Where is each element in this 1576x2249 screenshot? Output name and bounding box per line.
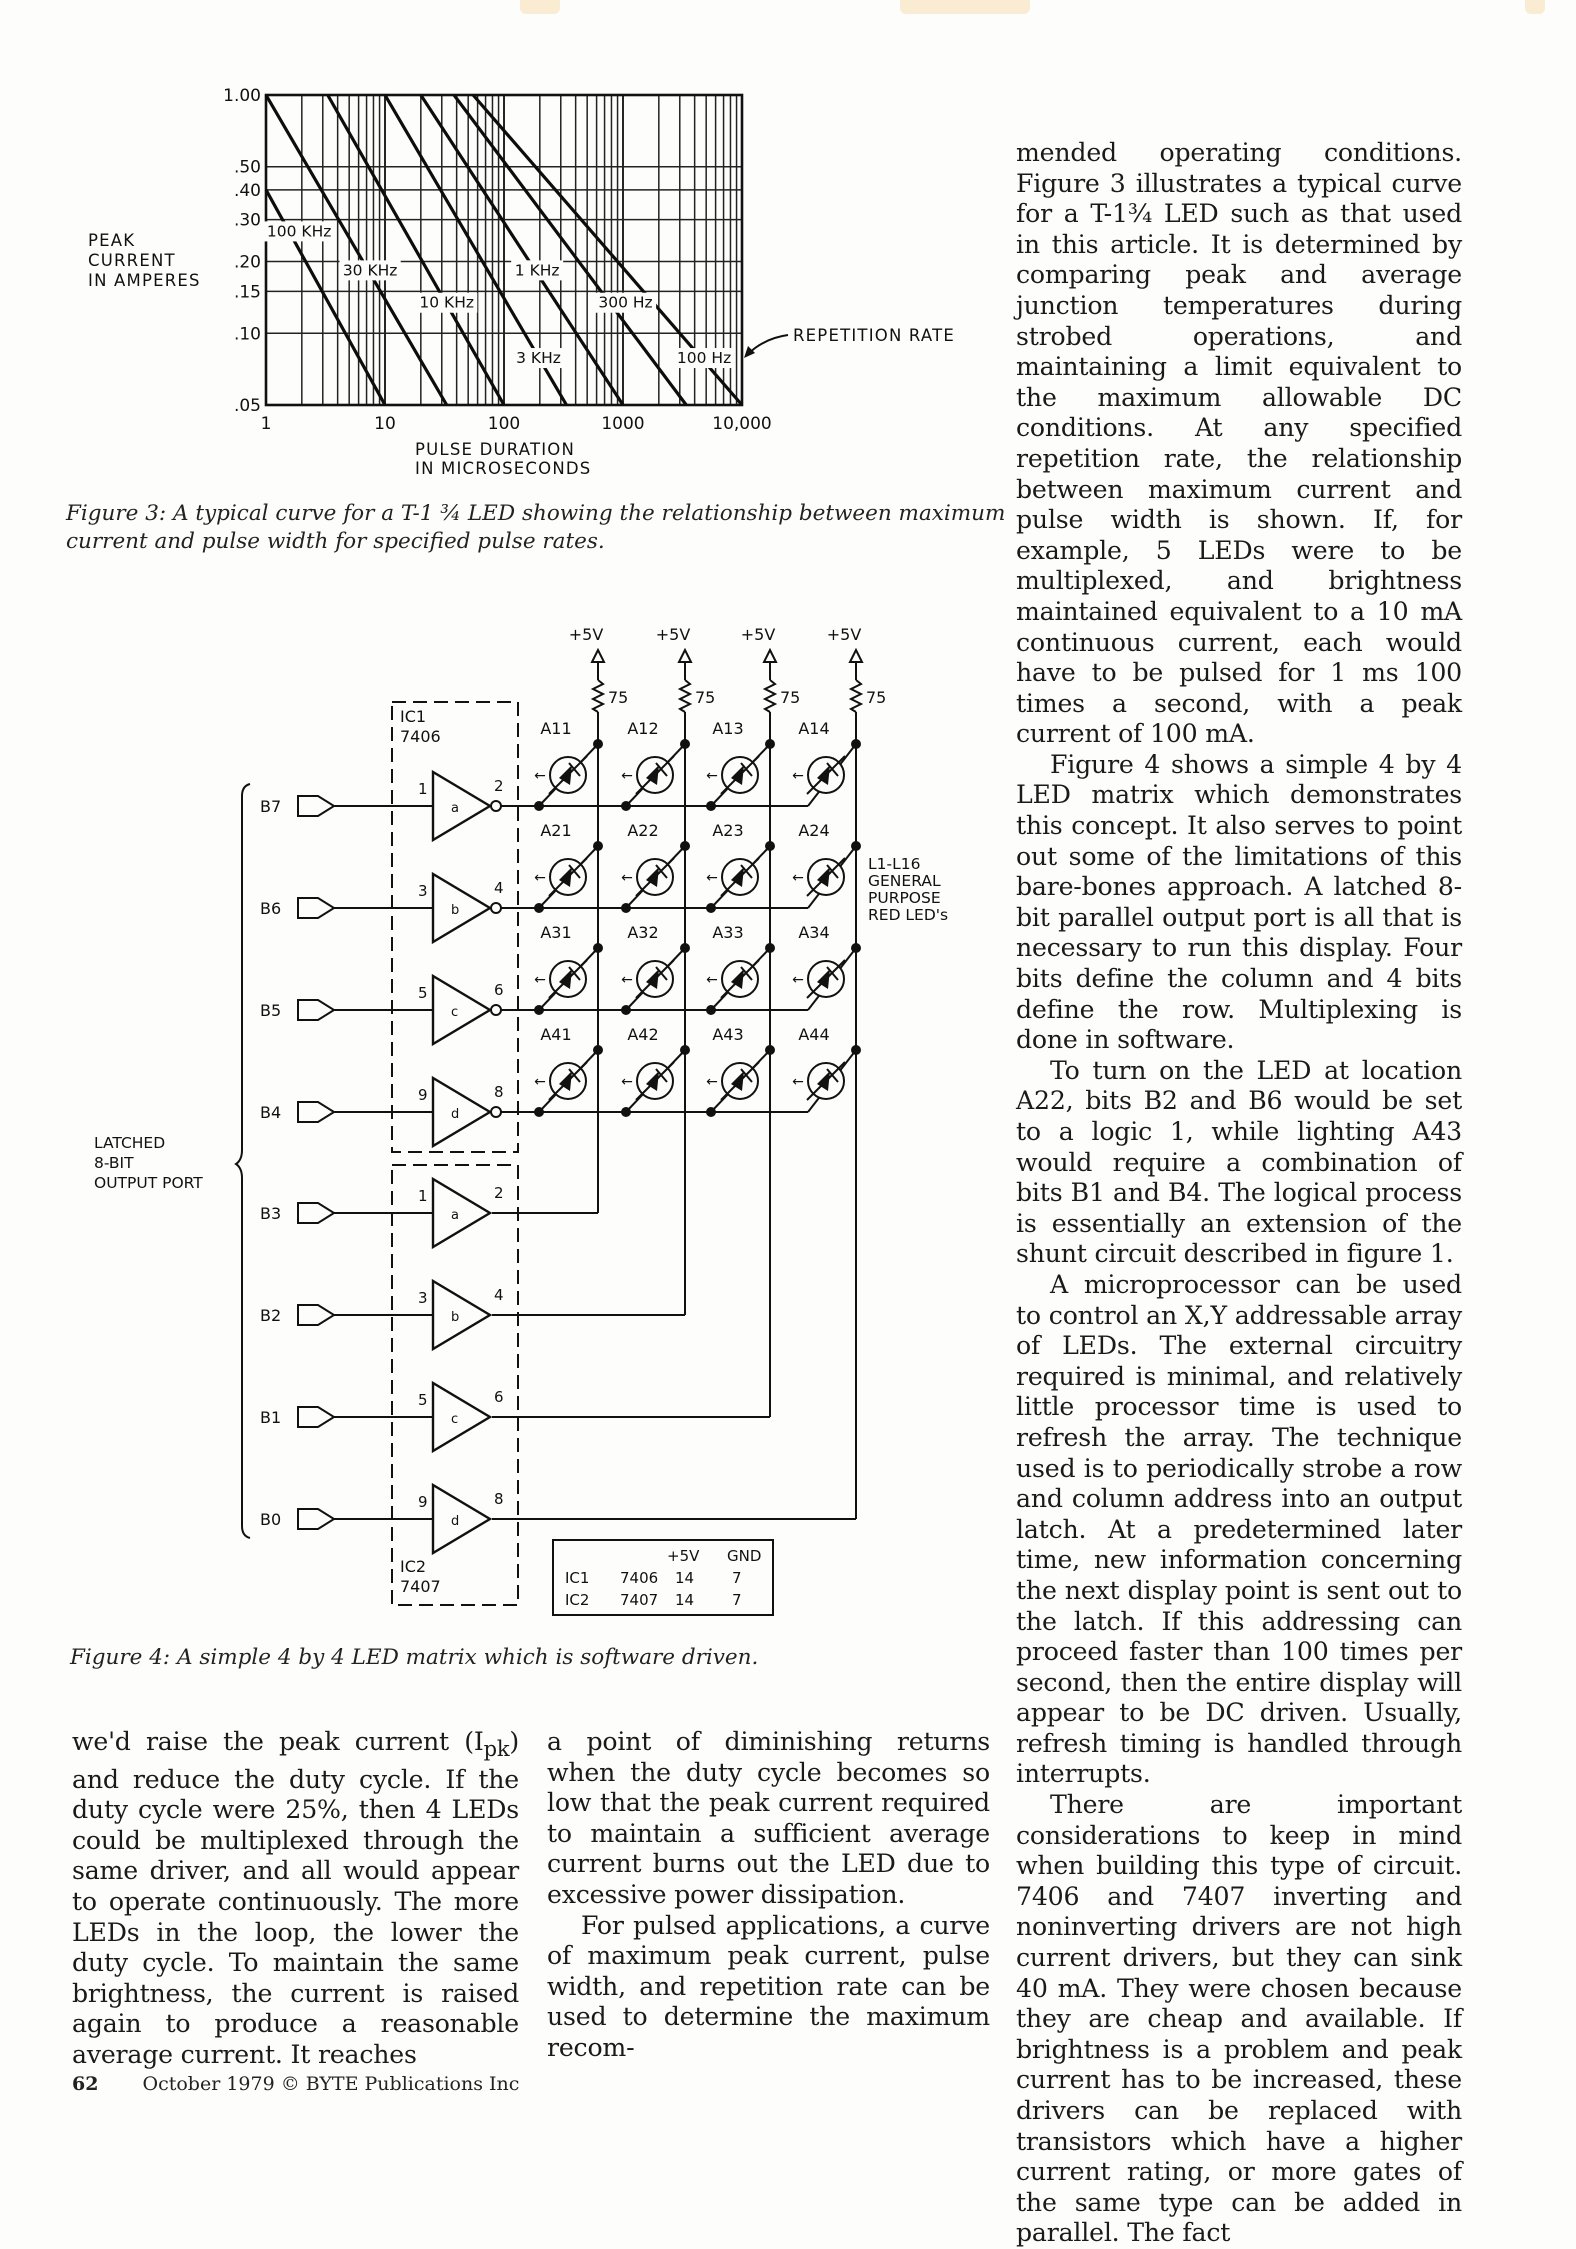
inverter-gate-icon bbox=[433, 874, 490, 942]
supply-arrow-icon bbox=[592, 650, 604, 662]
pin-number: 1 bbox=[418, 780, 428, 798]
input-bit-label: B7 bbox=[260, 797, 282, 816]
series-label: 300 Hz bbox=[598, 293, 653, 312]
page-footer bbox=[72, 2073, 519, 2095]
led-label: A44 bbox=[798, 1025, 830, 1044]
port-label: 8-BIT bbox=[94, 1154, 134, 1172]
light-emission-arrow-icon: ← bbox=[706, 972, 718, 988]
y-tick-label: .30 bbox=[233, 210, 261, 231]
resistor-icon bbox=[593, 680, 603, 712]
led-label: A31 bbox=[540, 923, 572, 942]
paragraph: There are important considerations to keep in mind when building this type of circuit. 7406 and 7407 inverting and noninverting drivers are not high current drivers, but they can sink 40 mA. They were chosen because they are cheap and available. If brightness is a problem and peak current has to be increased, these drivers can be replaced with transistors which have a higher current rating, or more gates of the same type can be added in parallel. The fact bbox=[1016, 1790, 1462, 2248]
led-type-label: L1-L16 bbox=[868, 855, 921, 873]
table-header: GND bbox=[727, 1547, 762, 1565]
supply-label: +5V bbox=[568, 625, 604, 644]
series-label: 100 Hz bbox=[676, 349, 732, 368]
paper-stain bbox=[1525, 0, 1545, 14]
input-port-icon bbox=[298, 1509, 334, 1529]
input-port-icon bbox=[298, 1000, 334, 1020]
gate-letter: b bbox=[451, 1310, 460, 1325]
supply-arrow-icon bbox=[850, 650, 862, 662]
led-type-label: RED LED's bbox=[868, 906, 949, 924]
inverter-bubble bbox=[491, 903, 501, 913]
inverter-gate-icon bbox=[433, 772, 490, 840]
input-bit-label: B4 bbox=[260, 1103, 282, 1122]
paragraph: Figure 4 shows a simple 4 by 4 LED matrix which demonstrates this concept. It also serves to point out some of the limitations of this bare-bones approach. A latched 8-bit parallel output port is all that is necessary to run this display. Four bits define the column and 4 bits define the row. Multiplexing is done in software. bbox=[1016, 749, 1462, 1055]
input-bit-label: B1 bbox=[260, 1408, 282, 1427]
input-port-icon bbox=[298, 1203, 334, 1223]
gate-letter: d bbox=[451, 1514, 460, 1529]
supply-arrow-icon bbox=[679, 650, 691, 662]
y-tick-label: 1.00 bbox=[223, 86, 261, 106]
input-bit-label: B3 bbox=[260, 1204, 282, 1223]
figure-3-caption: Figure 3: A typical curve for a T-1 ¾ LED showing the relationship between maximum current and pulse width for specified pulse rates. bbox=[66, 501, 1006, 554]
series-line-300-hz bbox=[454, 95, 686, 405]
paragraph: A microprocessor can be used to control an X,Y addressable array of LEDs. The external circuitry required is minimal, and relatively little processor time is used to refresh the array. The technique used is to periodically strobe a row and column address into an output latch. At a predetermined later time, new information concerning the next display point is sent out to the latch. If this addressing can proceed faster than 100 times per second, then the entire display will appear to be DC driven. Usually, refresh timing is handled through interrupts. bbox=[1016, 1269, 1462, 1789]
paragraph: mended operating conditions. Figure 3 illustrates a typical curve for a T-1¾ LED such as that used in this article. It is determined by comparing peak and average junction temperatures during strobed operations, and maintaining a limit equivalent to the maximum allowable DC conditions. At any specified repetition rate, the relationship between maximum current and pulse width is shown. If, for example, 5 LEDs were to be multiplexed, and brightness maintained equivalent to a 10 mA continuous current, each would have to be pulsed for 1 ms 100 times a second, with a peak current of 100 mA. bbox=[1016, 138, 1462, 749]
light-emission-arrow-icon: ← bbox=[706, 768, 718, 784]
pin-number: 1 bbox=[418, 1187, 428, 1205]
inverter-gate-icon bbox=[433, 976, 490, 1044]
light-emission-arrow-icon: ← bbox=[621, 972, 633, 988]
pin-number: 4 bbox=[494, 879, 504, 897]
resistor-icon bbox=[851, 680, 861, 712]
pin-number: 8 bbox=[494, 1490, 504, 1508]
pin-number: 6 bbox=[494, 1388, 504, 1406]
y-tick-label: .05 bbox=[233, 396, 261, 416]
pin-number: 2 bbox=[494, 1184, 504, 1202]
page-number: 62 bbox=[72, 2073, 99, 2095]
input-bit-label: B5 bbox=[260, 1001, 282, 1020]
inverter-bubble bbox=[491, 801, 501, 811]
annotation-label: REPETITION RATE bbox=[793, 326, 956, 345]
input-port-icon bbox=[298, 1407, 334, 1427]
x-axis-title: IN MICROSECONDS bbox=[415, 459, 592, 478]
x-tick-label: 10 bbox=[374, 414, 396, 434]
input-bit-label: B6 bbox=[260, 899, 282, 918]
pin-number: 5 bbox=[418, 1391, 428, 1409]
input-port-icon bbox=[298, 898, 334, 918]
led-label: A42 bbox=[627, 1025, 659, 1044]
input-port-icon bbox=[298, 1305, 334, 1325]
series-label: 1 KHz bbox=[514, 261, 560, 280]
pin-number: 6 bbox=[494, 981, 504, 999]
light-emission-arrow-icon: ← bbox=[534, 768, 546, 784]
light-emission-arrow-icon: ← bbox=[534, 870, 546, 886]
y-axis-title: PEAK bbox=[88, 231, 136, 250]
figure-3-chart bbox=[0, 60, 1000, 490]
pin-number: 9 bbox=[418, 1086, 428, 1104]
pin-number: 5 bbox=[418, 984, 428, 1002]
x-tick-label: 1 bbox=[260, 414, 272, 434]
column-left-text bbox=[72, 1727, 519, 2071]
table-cell: 7407 bbox=[620, 1591, 659, 1609]
pin-number: 2 bbox=[494, 777, 504, 795]
series-label: 100 KHz bbox=[266, 222, 332, 241]
input-bit-label: B0 bbox=[260, 1510, 282, 1529]
gate-letter: c bbox=[451, 1005, 459, 1020]
column-right-text bbox=[1016, 138, 1462, 2249]
led-label: A11 bbox=[540, 719, 572, 738]
buffer-gate-icon bbox=[433, 1383, 490, 1451]
y-axis-title: IN AMPERES bbox=[88, 271, 201, 290]
paragraph: For pulsed applications, a curve of maximum peak current, pulse width, and repetition rate can be used to determine the maximum recom- bbox=[547, 1910, 990, 2062]
gate-letter: c bbox=[451, 1412, 459, 1427]
light-emission-arrow-icon: ← bbox=[621, 870, 633, 886]
table-cell: 7 bbox=[732, 1591, 742, 1609]
ic2-part: 7407 bbox=[400, 1577, 441, 1596]
figure-4-caption: Figure 4: A simple 4 by 4 LED matrix which is software driven. bbox=[70, 1645, 759, 1670]
buffer-gate-icon bbox=[433, 1179, 490, 1247]
led-label: A21 bbox=[540, 821, 572, 840]
led-label: A13 bbox=[712, 719, 744, 738]
ic1-name: IC1 bbox=[400, 707, 427, 726]
port-brace bbox=[236, 784, 250, 1538]
gate-letter: d bbox=[451, 1107, 460, 1122]
table-header: +5V bbox=[667, 1547, 700, 1565]
annotation-arrowhead bbox=[744, 346, 755, 358]
resistor-value: 75 bbox=[780, 688, 801, 707]
led-label: A33 bbox=[712, 923, 744, 942]
input-bit-label: B2 bbox=[260, 1306, 282, 1325]
y-tick-label: .15 bbox=[233, 282, 261, 303]
inverter-bubble bbox=[491, 1107, 501, 1117]
table-cell: 7 bbox=[732, 1569, 742, 1587]
y-tick-label: .50 bbox=[233, 157, 261, 178]
gate-letter: a bbox=[451, 801, 459, 816]
y-axis-title: CURRENT bbox=[88, 251, 176, 270]
pin-number: 3 bbox=[418, 882, 428, 900]
input-port-icon bbox=[298, 1102, 334, 1122]
buffer-gate-icon bbox=[433, 1485, 490, 1553]
resistor-value: 75 bbox=[608, 688, 629, 707]
x-tick-label: 100 bbox=[487, 414, 521, 434]
annotation-arrow bbox=[748, 335, 788, 354]
supply-label: +5V bbox=[740, 625, 776, 644]
led-label: A12 bbox=[627, 719, 659, 738]
led-label: A41 bbox=[540, 1025, 572, 1044]
light-emission-arrow-icon: ← bbox=[706, 870, 718, 886]
table-cell: IC1 bbox=[565, 1569, 590, 1587]
resistor-icon bbox=[680, 680, 690, 712]
led-label: A23 bbox=[712, 821, 744, 840]
supply-label: +5V bbox=[655, 625, 691, 644]
paragraph: we'd raise the peak current $(I_{pk})$ and reduce the duty cycle. If the duty cycle were 25%, then 4 LEDs could be multiplexed through the same driver, and all would appear to operate continuously. The more LEDs in the loop, the lower the duty cycle. To maintain the same brightness, the current is raised again to produce a reasonable average current. It reaches bbox=[72, 1727, 519, 2069]
inverter-bubble bbox=[491, 1005, 501, 1015]
light-emission-arrow-icon: ← bbox=[534, 1074, 546, 1090]
led-label: A22 bbox=[627, 821, 659, 840]
supply-arrow-icon bbox=[764, 650, 776, 662]
y-tick-label: .40 bbox=[233, 180, 261, 201]
input-port-icon bbox=[298, 796, 334, 816]
light-emission-arrow-icon: ← bbox=[621, 768, 633, 784]
y-tick-label: .20 bbox=[233, 252, 261, 273]
led-label: A43 bbox=[712, 1025, 744, 1044]
led-type-label: GENERAL bbox=[868, 872, 941, 890]
led-type-label: PURPOSE bbox=[868, 889, 941, 907]
light-emission-arrow-icon: ← bbox=[534, 972, 546, 988]
light-emission-arrow-icon: ← bbox=[792, 972, 804, 988]
resistor-icon bbox=[765, 680, 775, 712]
led-label: A24 bbox=[798, 821, 830, 840]
column-middle-text bbox=[547, 1727, 990, 2064]
x-tick-label: 10,000 bbox=[712, 414, 772, 434]
ic2-name: IC2 bbox=[400, 1557, 427, 1576]
resistor-value: 75 bbox=[695, 688, 716, 707]
led-label: A14 bbox=[798, 719, 830, 738]
paragraph: a point of diminishing returns when the duty cycle becomes so low that the peak current required to maintain a sufficient average current burns out the LED due to excessive power dissipation. bbox=[547, 1727, 990, 1909]
gate-letter: b bbox=[451, 903, 460, 918]
series-label: 3 KHz bbox=[516, 349, 561, 368]
pin-number: 3 bbox=[418, 1289, 428, 1307]
table-cell: 14 bbox=[675, 1569, 695, 1587]
supply-label: +5V bbox=[826, 625, 862, 644]
light-emission-arrow-icon: ← bbox=[706, 1074, 718, 1090]
pin-number: 9 bbox=[418, 1493, 428, 1511]
led-label: A32 bbox=[627, 923, 659, 942]
table-cell: 14 bbox=[675, 1591, 695, 1609]
led-label: A34 bbox=[798, 923, 830, 942]
publication-line: October 1979 © BYTE Publications Inc bbox=[142, 2073, 520, 2095]
series-label: 10 KHz bbox=[419, 293, 475, 312]
x-tick-label: 1000 bbox=[601, 414, 645, 434]
paper-stain bbox=[900, 0, 1030, 14]
inverter-gate-icon bbox=[433, 1078, 490, 1146]
ic1-part: 7406 bbox=[400, 727, 441, 746]
port-label: OUTPUT PORT bbox=[94, 1174, 203, 1192]
resistor-value: 75 bbox=[866, 688, 887, 707]
pin-number: 8 bbox=[494, 1083, 504, 1101]
table-cell: IC2 bbox=[565, 1591, 590, 1609]
figure-4-schematic bbox=[0, 610, 1000, 1630]
series-line-30-khz bbox=[266, 95, 447, 405]
paper-stain bbox=[520, 0, 560, 14]
light-emission-arrow-icon: ← bbox=[792, 1074, 804, 1090]
light-emission-arrow-icon: ← bbox=[621, 1074, 633, 1090]
x-axis-title: PULSE DURATION bbox=[415, 440, 576, 459]
gate-letter: a bbox=[451, 1208, 459, 1223]
pin-number: 4 bbox=[494, 1286, 504, 1304]
paragraph: To turn on the LED at location A22, bits B2 and B6 would be set to a logic 1, while lighting A43 would require a combination of bits B1 and B4. The logical process is essentially an extension of the shunt circuit described in figure 1. bbox=[1016, 1055, 1462, 1269]
light-emission-arrow-icon: ← bbox=[792, 870, 804, 886]
port-label: LATCHED bbox=[94, 1134, 166, 1152]
buffer-gate-icon bbox=[433, 1281, 490, 1349]
series-label: 30 KHz bbox=[342, 261, 398, 280]
y-tick-label: .10 bbox=[233, 324, 261, 345]
light-emission-arrow-icon: ← bbox=[792, 768, 804, 784]
table-cell: 7406 bbox=[620, 1569, 659, 1587]
